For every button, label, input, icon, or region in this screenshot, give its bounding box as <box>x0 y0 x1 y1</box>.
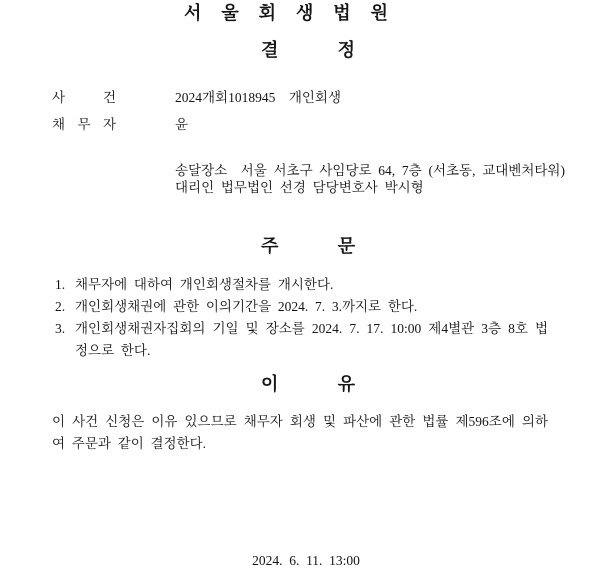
court-name-title: 서 울 회 생 법 원 <box>184 3 388 23</box>
debtor-value: 윤 <box>175 117 189 132</box>
court-name-row <box>52 3 548 23</box>
order-item-2-number: 2. <box>55 299 66 314</box>
order-item-3-text: 개인회생채권자집회의 기일 및 장소를 2024. 7. 17. 10:00 제4별관 3층 8호 법정으로 한다. <box>75 321 548 358</box>
order-item-1-number: 1. <box>55 277 66 292</box>
case-number-row <box>52 87 548 109</box>
debtor-label: 채 무 자 <box>52 117 116 132</box>
order-item-2-text: 개인회생채권에 관한 이의기간을 2024. 7. 3.까지로 한다. <box>75 299 418 314</box>
order-item-3 <box>52 318 548 362</box>
debtor-row <box>52 114 548 136</box>
reason-section-heading: 이 유 <box>261 374 355 394</box>
reason-body: 이 사건 신청은 이유 있으므로 채무자 회생 및 파산에 관한 법률 제596조에 의하여 주문과 같이 결정한다. <box>52 414 548 451</box>
decision-title-row <box>52 40 548 60</box>
reason-heading-row <box>52 374 548 394</box>
order-section-heading: 주 문 <box>261 236 355 256</box>
decision-title: 결 정 <box>261 40 355 60</box>
order-item-1-text: 채무자에 대하여 개인회생절차를 개시한다. <box>75 277 334 292</box>
order-item-2 <box>52 296 548 318</box>
order-item-1 <box>52 274 548 296</box>
attorney-line: 대리인 법무법인 선경 담당변호사 박시형 <box>175 180 424 195</box>
order-heading-row <box>52 236 548 256</box>
case-number-label: 사 건 <box>52 90 116 105</box>
service-address-line: 송달장소 서울 서초구 사임당로 64, 7층 (서초동, 교대벤처타워) <box>175 163 565 178</box>
order-item-3-number: 3. <box>55 321 66 336</box>
case-info <box>52 87 548 136</box>
order-list <box>52 274 548 362</box>
footer-row <box>52 553 548 569</box>
service-address-block <box>175 162 593 196</box>
decision-datetime: 2024. 6. 11. 13:00 <box>252 553 360 568</box>
case-number-value: 2024개회1018945 개인회생 <box>175 90 341 105</box>
